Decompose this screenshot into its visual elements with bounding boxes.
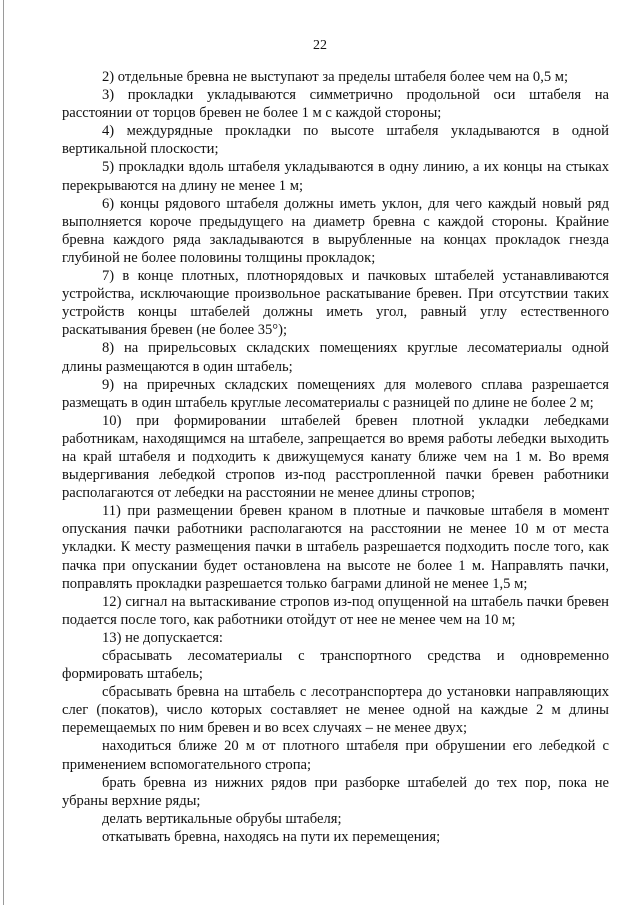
paragraph: 11) при размещении бревен краном в плотные и пачковые штабеля в момент опускания пачки работники располагаются на расстоянии не менее 10 м от места укладки. К месту размещения пачки в штабель разрешается подходить после того, как пачка при опускании будет остановлена на высоте не более 1 м. Направлять пачки, поправлять прокладки разрешается только баграми длиной не менее 1,5 м; [62, 503, 609, 592]
paragraph: делать вертикальные обрубы штабеля; [102, 810, 342, 827]
page-number: 22 [313, 38, 327, 53]
paragraph: 12) сигнал на вытаскивание стропов из-под опущенной на штабель пачки бревен подается после того, как работники отойдут от нее не менее чем на 10 м; [62, 593, 609, 628]
paragraph: сбрасывать бревна на штабель с лесотранспортера до установки направляющих слег (покатов), число которых составляет не менее одной на каждые 2 м длины перемещаемых по ним бревен и во всех случаях – не менее двух; [62, 684, 609, 737]
paragraph: брать бревна из нижних рядов при разборке штабелей до тех пор, пока не убраны верхние ряды; [62, 774, 609, 809]
paragraph: 4) междурядные прокладки по высоте штабеля укладываются в одной вертикальной плоскости; [62, 123, 609, 158]
paragraph: находиться ближе 20 м от плотного штабеля при обрушении его лебедкой с применением вспомогательного стропа; [62, 738, 609, 773]
scan-edge-line [3, 0, 4, 905]
paragraph: откатывать бревна, находясь на пути их перемещения; [102, 828, 441, 845]
document-body [62, 68, 609, 846]
paragraph: 3) прокладки укладываются симметрично продольной оси штабеля на расстоянии от торцов бревен не более 1 м с каждой стороны; [62, 87, 609, 122]
paragraph: 5) прокладки вдоль штабеля укладываются в одну линию, а их концы на стыках перекрываются на длину не менее 1 м; [62, 159, 609, 194]
paragraph: 7) в конце плотных, плотнорядовых и пачковых штабелей устанавливаются устройства, исключающие произвольное раскатывание бревен. При отсутствии таких устройств концы штабелей должны иметь угол, равный углу естественного раскатывания бревен (не более 35°); [62, 268, 609, 339]
paragraph: 8) на прирельсовых складских помещениях круглые лесоматериалы одной длины размещаются в один штабель; [62, 340, 609, 375]
paragraph: 10) при формировании штабелей бревен плотной укладки лебедками работникам, находящимся на штабеле, запрещается во время работы лебедки выходить на край штабеля и подходить к движущемуся канату ближе чем на 1 м. Во время выдергивания лебедкой стропов из-под расстропленной пачки бревен работники располагаются от лебедки на расстоянии не менее длины стропов; [62, 412, 609, 502]
paragraph: сбрасывать лесоматериалы с транспортного средства и одновременно формировать штабель; [62, 648, 609, 683]
paragraph: 9) на приречных складских помещениях для молевого сплава разрешается размещать в один штабель круглые лесоматериалы с разницей по длине не более 2 м; [62, 376, 609, 411]
paragraph: 6) концы рядового штабеля должны иметь уклон, для чего каждый новый ряд выполняется короче предыдущего на диаметр бревна с каждой стороны. Крайние бревна каждого ряда закладываются в вырубленные на концах прокладок гнезда глубиной не более половины толщины прокладок; [62, 195, 609, 266]
paragraph: 2) отдельные бревна не выступают за пределы штабеля более чем на 0,5 м; [102, 69, 569, 85]
paragraph: 13) не допускается: [102, 629, 223, 646]
